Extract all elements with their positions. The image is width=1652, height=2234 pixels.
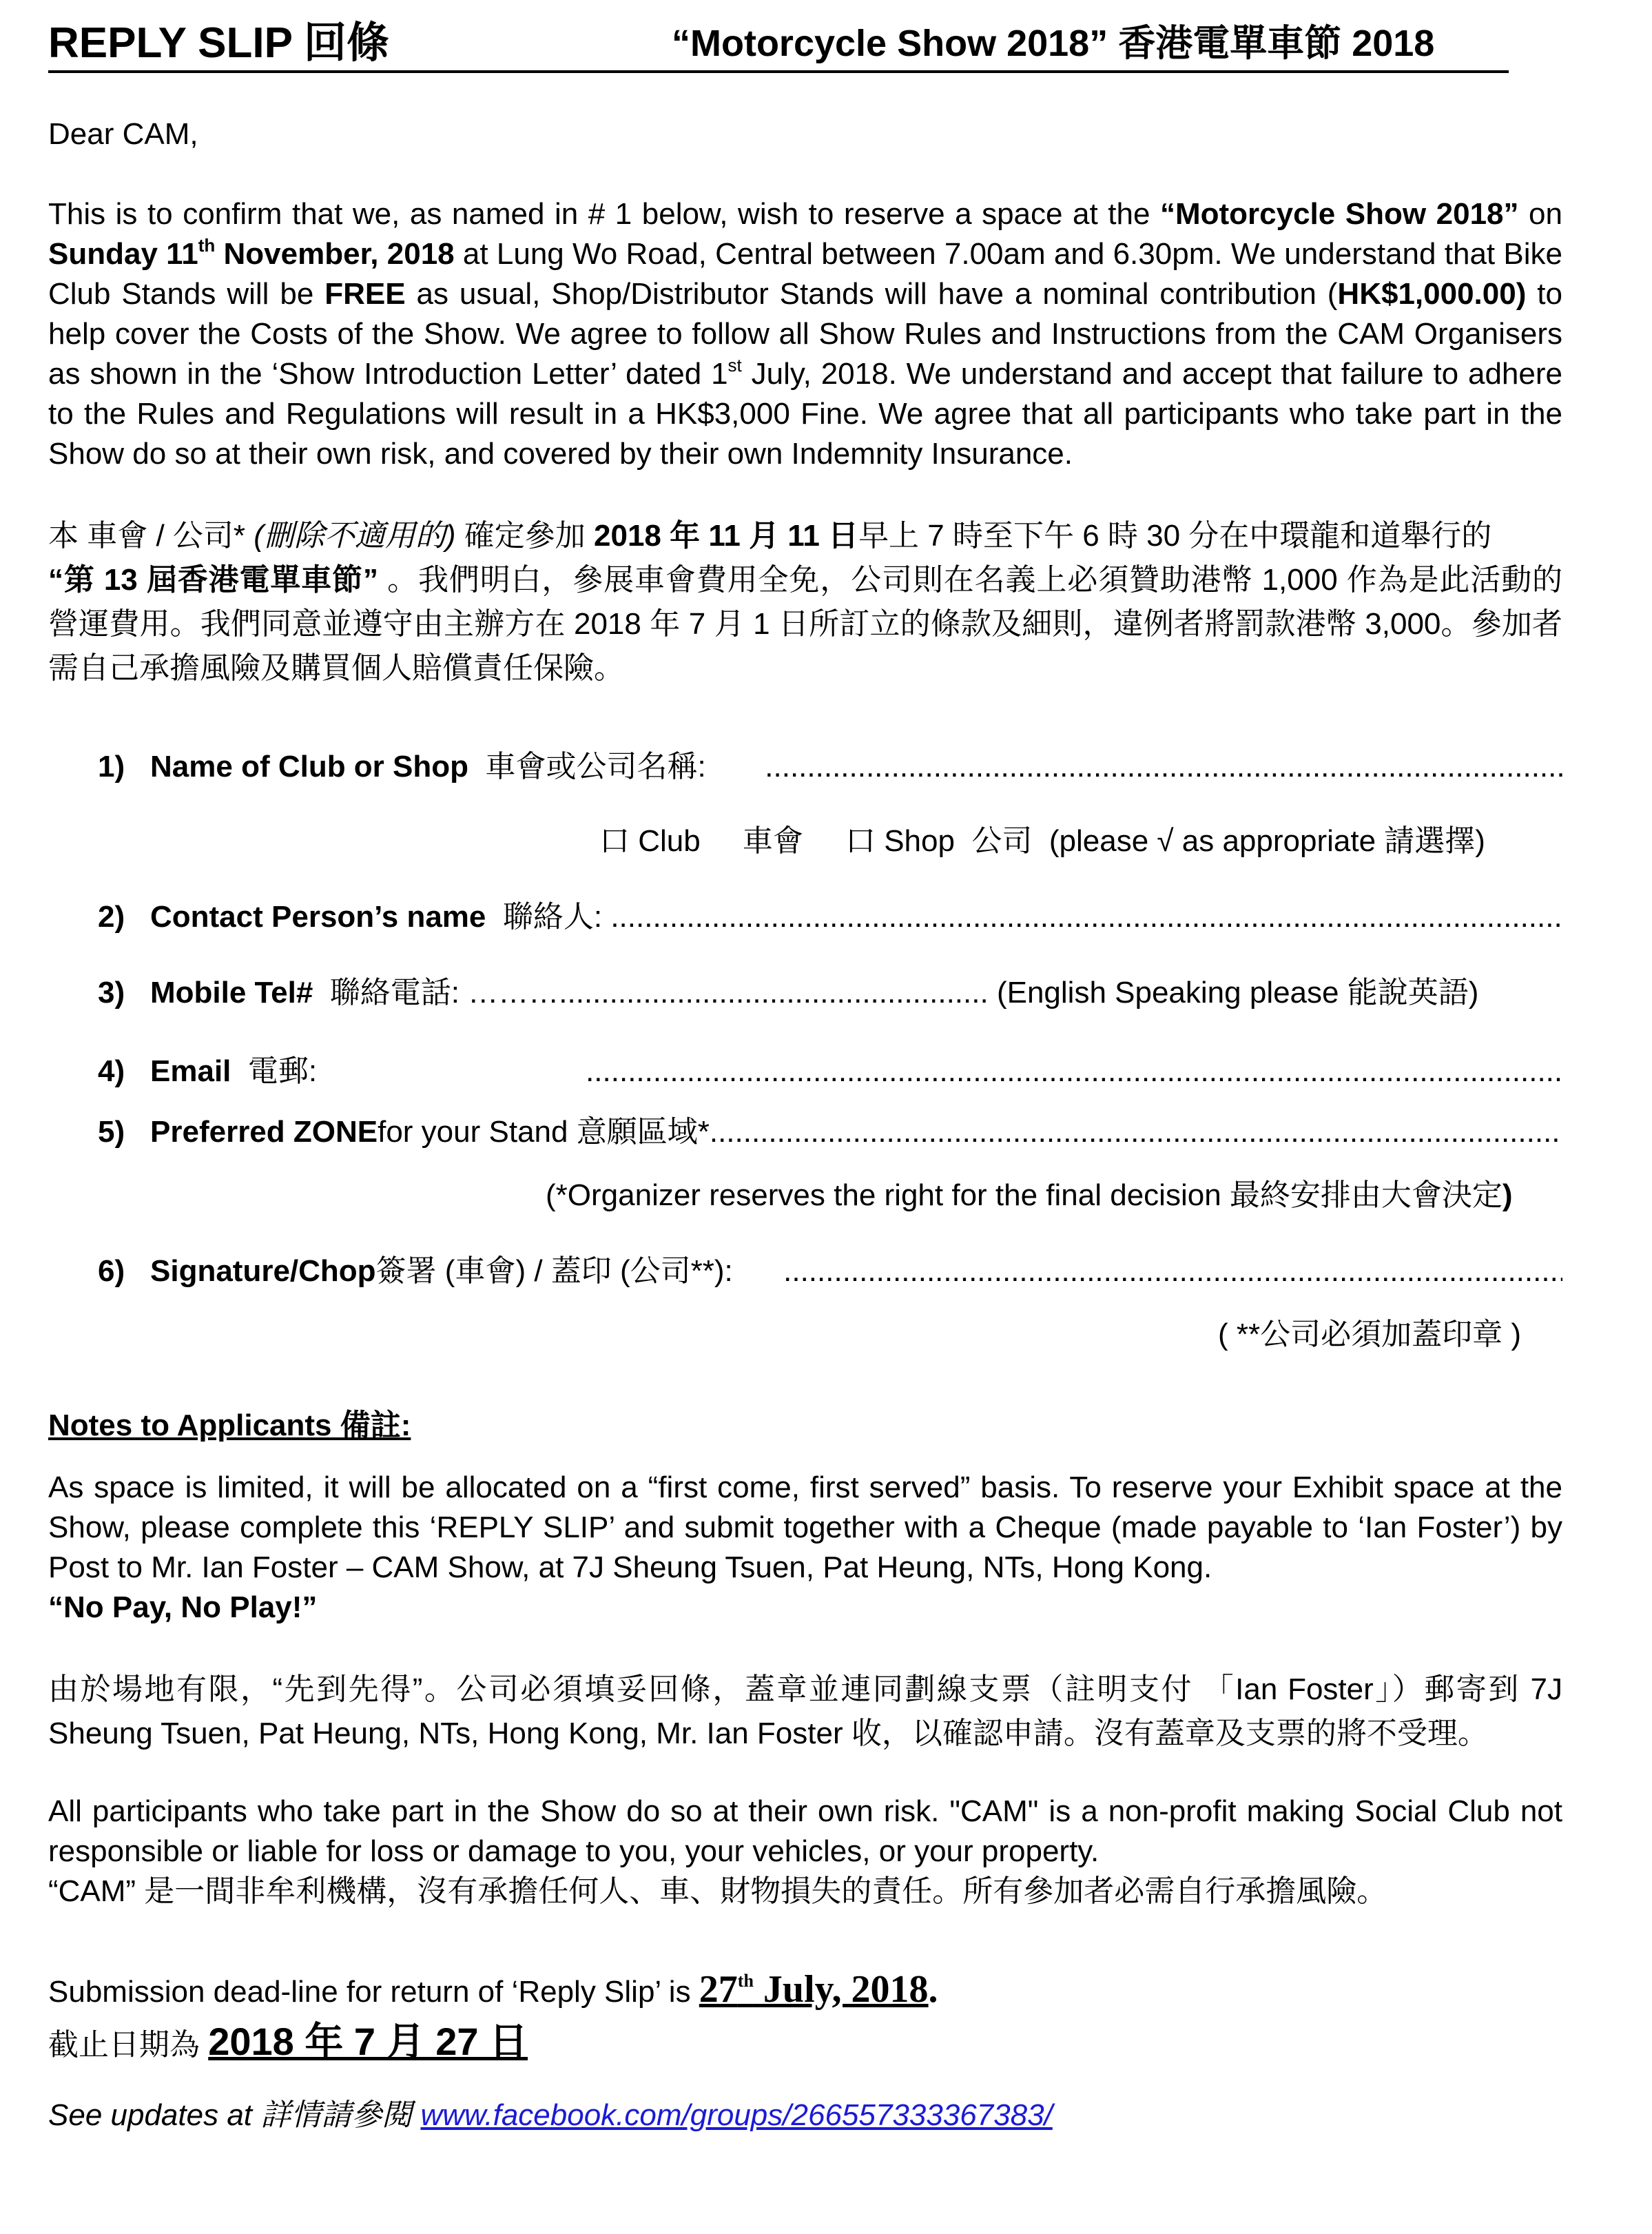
greeting: Dear CAM, — [48, 117, 198, 151]
text: July, 2018. We understand and accept that failure to adhere to the Rules and Regulations will result in a HK$3,000 Fine. We agree that all participants who take part in the Show do so at their own risk, and covered by their own Indemnity Insurance. — [48, 357, 1562, 471]
text: November, 2018 — [215, 237, 455, 271]
shop-label-zh: 公司 — [971, 824, 1033, 858]
tick-instruction: (please √ as appropriate 請選擇) — [1049, 824, 1485, 858]
text: 27 — [699, 1968, 738, 2011]
club-shop-choice — [599, 821, 1562, 861]
deadline-date — [699, 1968, 929, 2011]
application-form — [48, 747, 1562, 1355]
fill-in-line[interactable] — [765, 747, 1562, 787]
fill-in-line[interactable] — [610, 897, 1562, 937]
reply-slip-title: REPLY SLIP 回條 — [48, 19, 390, 67]
organizer-note — [546, 1176, 1562, 1216]
facebook-group-link[interactable]: www.facebook.com/groups/266557333367383/ — [420, 2098, 1053, 2132]
field-label-zh: 車會或公司名稱: — [485, 750, 706, 783]
deadline-zh — [48, 2022, 1562, 2065]
field-mobile-tel[interactable] — [98, 973, 1562, 1013]
field-number: 4) — [98, 1054, 125, 1088]
show-name-zh: “第 13 屆香港電單車節” — [48, 563, 378, 597]
field-signature-chop[interactable] — [98, 1251, 1562, 1291]
field-number: 1) — [98, 750, 125, 783]
slogan: “No Pay, No Play!” — [48, 1590, 318, 1624]
notes-title: Notes to Applicants 備註: — [48, 1408, 411, 1442]
field-label: Email — [150, 1054, 231, 1088]
text: See updates at 詳情請參閱 — [48, 2098, 421, 2132]
text: (*Organizer reserves the right for the final decision 最終安排由大會決定 — [546, 1178, 1503, 1212]
fee-amount: HK$1,000.00) — [1337, 277, 1527, 311]
show-name: “Motorcycle Show 2018” — [1159, 197, 1519, 231]
field-label: Contact Person’s name — [150, 900, 486, 934]
field-label-zh: 電郵: — [247, 1054, 318, 1088]
updates-line — [48, 2095, 1562, 2135]
shop-checkbox[interactable]: 口 Shop — [845, 824, 955, 858]
field-label-rest: for your Stand 意願區域* — [378, 1115, 710, 1149]
text: on — [1518, 197, 1562, 231]
field-email[interactable] — [98, 1052, 1562, 1092]
text: to help cover the Costs of the Show. We agree to follow all Show Rules and Instructions from the CAM Organisers as shown in the ‘Show Introduction Letter’ dated 1 — [48, 277, 1562, 391]
field-label: Preferred ZONE — [150, 1115, 378, 1149]
chop-note: ( **公司必須加蓋印章 ) — [1218, 1318, 1521, 1351]
club-checkbox[interactable]: 口 Club — [599, 824, 701, 858]
field-label: Name of Club or Shop — [150, 750, 468, 783]
fill-in-line[interactable]: ………................................................... — [468, 976, 989, 1010]
field-label: Mobile Tel# — [150, 976, 313, 1010]
risk-en: All participants who take part in the Show do so at their own risk. "CAM" is a non-profit making Social Club not responsible or liable for loss or damage to you, your vehicles, or your property. — [48, 1794, 1562, 1868]
text: 本 車會 / 公司* — [48, 519, 254, 553]
notes-paragraph-en — [48, 1468, 1562, 1628]
field-club-or-shop-name[interactable] — [98, 747, 1562, 787]
risk-zh: “CAM” 是一間非牟利機構，沒有承擔任何人、車、財物損失的責任。所有參加者必需自行承擔風險。 — [48, 1874, 1387, 1908]
text: Sunday 11 — [48, 237, 198, 271]
ordinal: th — [737, 1971, 754, 1991]
text: 早上 7 時至下午 6 時 30 分在中環龍和道舉行的 — [858, 519, 1492, 553]
fill-in-line[interactable] — [586, 1052, 1562, 1092]
text: 截止日期為 — [48, 2028, 209, 2062]
ordinal: th — [198, 235, 216, 256]
deadline-en — [48, 1969, 1562, 2012]
club-label-zh: 車會 — [742, 824, 803, 858]
text: Submission dead-line for return of ‘Reply Slip’ is — [48, 1975, 699, 2009]
show-title: “Motorcycle Show 2018” 香港電單車節 2018 — [672, 23, 1435, 64]
field-preferred-zone[interactable] — [98, 1112, 1562, 1152]
fill-in-line[interactable] — [783, 1251, 1562, 1291]
delete-note: (刪除不適用的) — [254, 519, 456, 553]
text: 確定參加 — [455, 519, 595, 553]
text: 。我們明白，參展車會費用全免，公司則在名義上必須贊助港幣 1,000 作為是此活動的營運費用。我們同意並遵守由主辦方在 2018 年 7 月 1 日所訂立的條款及細則，違例者將罰款港幣 3,000。參加者需自己承擔風險及購買個人賠償責任保險。 — [48, 563, 1563, 685]
deadline-date-zh: 2018 年 7 月 27 日 — [208, 2020, 528, 2063]
confirmation-paragraph-en — [48, 194, 1562, 474]
page-header — [48, 19, 1509, 73]
field-number: 5) — [98, 1115, 125, 1149]
field-label: Signature/Chop — [150, 1254, 376, 1288]
field-label-zh: 聯絡人: — [502, 900, 603, 934]
fill-in-line[interactable] — [710, 1112, 1562, 1152]
field-label-zh: 簽署 (車會) / 蓋印 (公司**): — [375, 1254, 733, 1288]
text: as usual, Shop/Distributor Stands will have a nominal contribution ( — [405, 277, 1338, 311]
field-number: 3) — [98, 976, 125, 1010]
text: This is to confirm that we, as named in # 1 below, wish to reserve a space at the — [48, 197, 1160, 231]
confirmation-paragraph-zh — [48, 514, 1562, 690]
text: at Lung Wo Road, Central between 7.00am and 6.30pm. We understand that Bike Club Stands will be — [48, 237, 1562, 311]
notes-paragraph-zh: 由於場地有限，“先到先得”。公司必須填妥回條，蓋章並連同劃線支票（註明支付 「Ian Foster」）郵寄到 7J Sheung Tsuen, Pat Heung, NTs, Hong Kong, Mr. Ian Foster 收，以確認申請。沒有蓋章及支票的將不受理。 — [48, 1672, 1562, 1750]
show-date-zh: 2018 年 11 月 11 日 — [594, 519, 859, 553]
text: . — [928, 1968, 938, 2011]
field-number: 2) — [98, 900, 125, 934]
text: ) — [1502, 1178, 1513, 1212]
show-date — [48, 237, 455, 271]
english-speaking-note: (English Speaking please 能說英語) — [996, 976, 1479, 1010]
text: July, 2018 — [753, 1968, 929, 2011]
ordinal: st — [727, 355, 742, 376]
field-number: 6) — [98, 1254, 125, 1288]
field-label-zh: 聯絡電話: — [329, 976, 460, 1010]
risk-statement — [48, 1792, 1562, 1912]
field-contact-person[interactable] — [98, 897, 1562, 937]
text: As space is limited, it will be allocated on a “first come, first served” basis. To reserve your Exhibit space at the Show, please complete this ‘REPLY SLIP’ and submit together with a Cheque (made payable to ‘Ian Foster’) by Post to Mr. Ian Foster – CAM Show, at 7J Sheung Tsuen, Pat Heung, NTs, Hong Kong. — [48, 1470, 1562, 1584]
free-label: FREE — [324, 277, 406, 311]
